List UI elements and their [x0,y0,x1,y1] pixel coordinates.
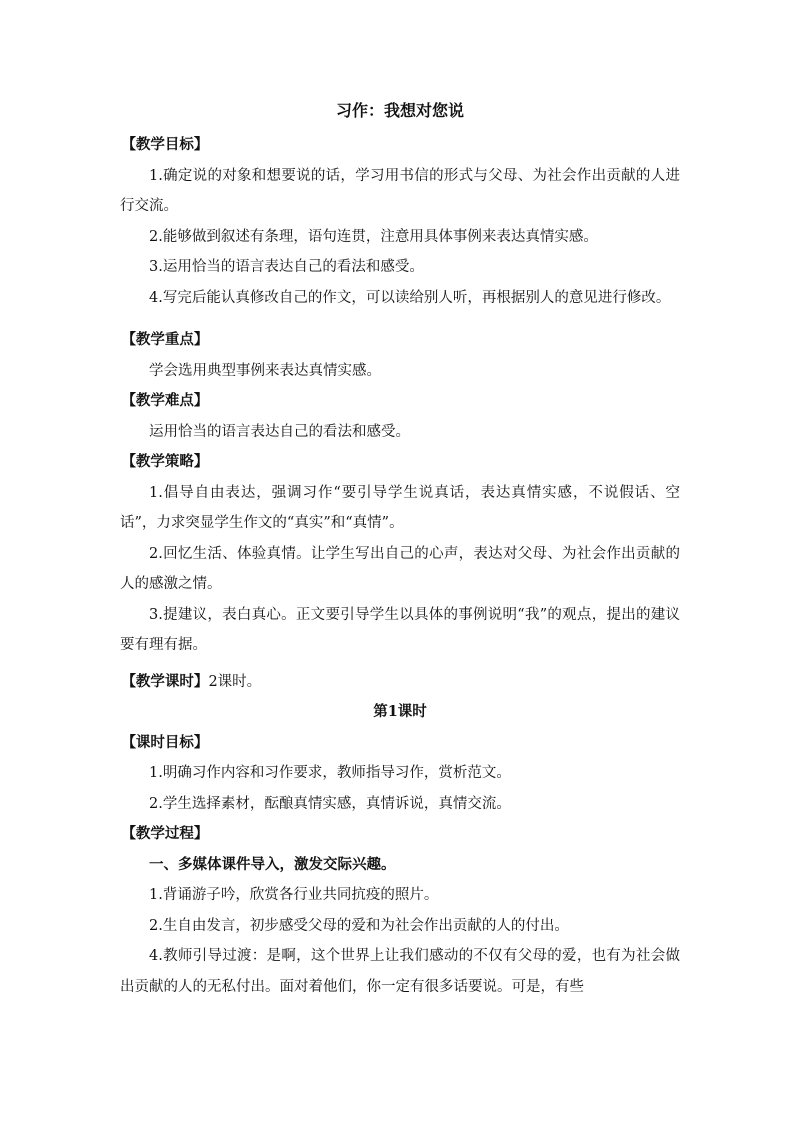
lesson-objective-item: 1.明确习作内容和习作要求，教师指导习作，赏析范文。 [149,765,511,781]
objective-item: 1.确定说的对象和想要说的话，学习用书信的形式与父母、为社会作出贡献的人进行交流。 [120,167,680,214]
strategy-item: 1.倡导自由表达，强调习作“要引导学生说真话，表达真情实感，不说假话、空话”，力求突显学生作文的“真实”和“真情”。 [120,484,680,531]
lesson-objective-item: 2.学生选择素材，酝酿真情实感，真情诉说，真情交流。 [149,795,511,812]
hours-line [120,667,680,698]
difficulty-heading: 【教学难点】 [121,392,209,409]
strategy-item: 2.回忆生活、体验真情。让学生写出自己的心声，表达对父母、为社会作出贡献的人的感激之情。 [120,545,680,592]
process-item: 4.教师引导过渡：是啊，这个世界上让我们感动的不仅有父母的爱，也有为社会做出贡献的人的无私付出。面对着他们，你一定有很多话要说。可是，有些 [120,948,680,995]
process-step-heading: 一、多媒体课件导入，激发交际兴趣。 [149,855,396,873]
strategy-heading: 【教学策略】 [121,453,209,470]
document-title: 习作：我想对您说 [335,101,464,120]
objective-item: 4.写完后能认真修改自己的作文，可以读给别人听，再根据别人的意见进行修改。 [149,289,671,306]
objective-item: 3.运用恰当的语言表达自己的看法和感受。 [149,259,424,275]
key-text: 学会选用典型事例来表达真情实感。 [149,362,381,379]
lesson-objectives-heading: 【课时目标】 [121,733,209,751]
hours-heading: 【教学课时】 [121,672,209,690]
process-heading: 【教学过程】 [121,825,209,842]
objective-item: 2.能够做到叙述有条理，语句连贯，注意用具体事例来表达真情实感。 [149,228,598,245]
document-page [120,96,680,1002]
strategy-item: 3.提建议，表白真心。正文要引导学生以具体的事例说明“我”的观点，提出的建议要有理有据。 [120,606,680,653]
hours-text: 2课时。 [208,673,262,690]
key-heading: 【教学重点】 [121,331,209,348]
difficulty-text: 运用恰当的语言表达自己的看法和感受。 [149,423,410,440]
objectives-heading: 【教学目标】 [121,136,209,153]
lesson-title: 第1课时 [373,703,427,720]
process-item: 1.背诵游子吟，欣赏各行业共同抗疫的照片。 [149,887,439,903]
process-item: 2.生自由发言，初步感受父母的爱和为社会作出贡献的人的付出。 [149,917,569,934]
